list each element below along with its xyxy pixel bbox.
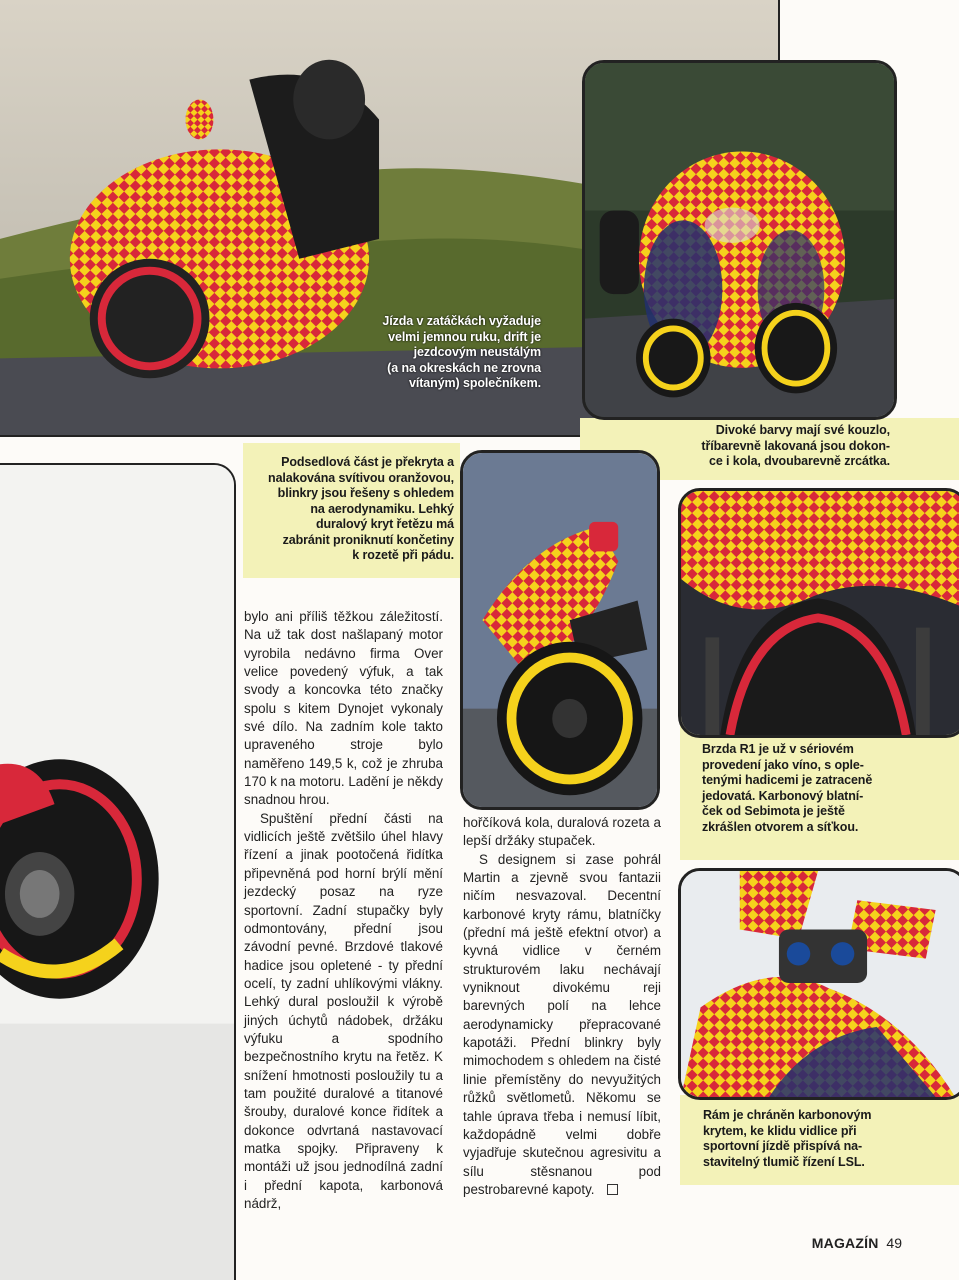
article-paragraph: bylo ani příliš těžkou záležitostí. Na už tak dost našlapaný motor vyrobila nedávno firma Over velice povedený výfuk, a tak svody a koncovka této značky spolu s kitem Dynojet vykonaly své dílo. Na zadním kole takto upraveného stroje bylo naměřeno 149,5 k, což je zhruba 170 k na motoru. Ladění je někdy snadnou hrou. <box>244 609 443 808</box>
page-footer <box>812 1235 902 1251</box>
photo-front-view <box>582 60 897 420</box>
article-paragraph: hořčíková kola, duralová rozeta a lepší držáky stupaček. <box>463 815 661 849</box>
article-column-2 <box>463 814 661 1199</box>
end-mark-icon <box>607 1184 618 1195</box>
photo-wheel <box>0 463 236 1280</box>
article-column-1 <box>244 608 443 1213</box>
caption-riding: Jízda v zatáčkách vyžaduje velmi jemnou ruku, drift je jezdcovým neustálým (a na okreskách ne zrovna vítaným) společníkem. <box>382 314 541 390</box>
photo-front-fender <box>678 488 959 738</box>
page-number: 49 <box>886 1235 902 1251</box>
magazine-name: MAGAZÍN <box>811 1235 879 1251</box>
photo-frame <box>678 868 959 1100</box>
caption-seat: Podsedlová část je překryta a nalakována svítivou oranžovou, blinkry jsou řešeny s ohledem na aerodynamiku. Lehký duralový kryt řetězu má zabránit proniknutí končetiny k rozetě při pádu. <box>268 455 454 562</box>
caption-brake: Brzda R1 je už v sériovém provedení jako víno, s ople- tenými hadicemi je zatraceně jedovatá. Karbonový blatní- ček od Sebimota je ještě zkrášlen otvorem a síťkou. <box>702 742 873 834</box>
caption-colors: Divoké barvy mají své kouzlo, tříbarevně lakovaná jsou dokon- ce i kola, dvoubarevně zrcátka. <box>701 423 890 468</box>
article-paragraph: S designem si zase pohrál Martin a zjevně svou fantazii ničím nesvazoval. Decentní karbonové kryty rámu, blatníčky (přední má ještě efektní otvor) a kyvná vidlice v černém strukturovém laku nechávají vyniknout divokému reji barevných polí na lehce aerodynamicky přepracované kapotáži. Přední blinkry byly mimochodem s ohledem na čisté linie přemístěny do nevyužitých růžků světlometů. Někomu se tahle úprava třeba i nemusí líbit, každopádně velmi dobře vyjadřuje skutečnou agresivitu a sílu stěsnanou pod pestrobarevné kapoty. <box>463 851 661 1197</box>
photo-rear-view <box>460 450 660 810</box>
caption-frame: Rám je chráněn karbonovým krytem, ke klidu vidlice při sportovní jízdě přispívá na- stavitelný tlumič řízení LSL. <box>703 1108 872 1169</box>
article-paragraph: Spuštění přední části na vidlicích ještě zvětšilo úhel hlavy řízení a jinak pootočená řidítka připevněná pod horní brýlí mění jezdecký posaz na ryze sportovní. Zadní stupačky byly odmontovány, přední jsou závodní pevné. Brzdové tlakové hadice jsou opletené - ty přední ocelí, ty zadní uhlíkovými vlákny. Lehký dural posloužil k výrobě jiných úchytů nádobek, držáku výfuku a spodního bezpečnostního krytu na řetěz. K snížení hmotnosti posloužily tu a tam použité duralové a titanové šrouby, duralové konce řidítek a dokonce odvrtaná nastavovací matka spojky. Připraveny k montáži už jsou jednodílná zadní i přední kapota, karbonová nádrž, <box>244 810 443 1211</box>
